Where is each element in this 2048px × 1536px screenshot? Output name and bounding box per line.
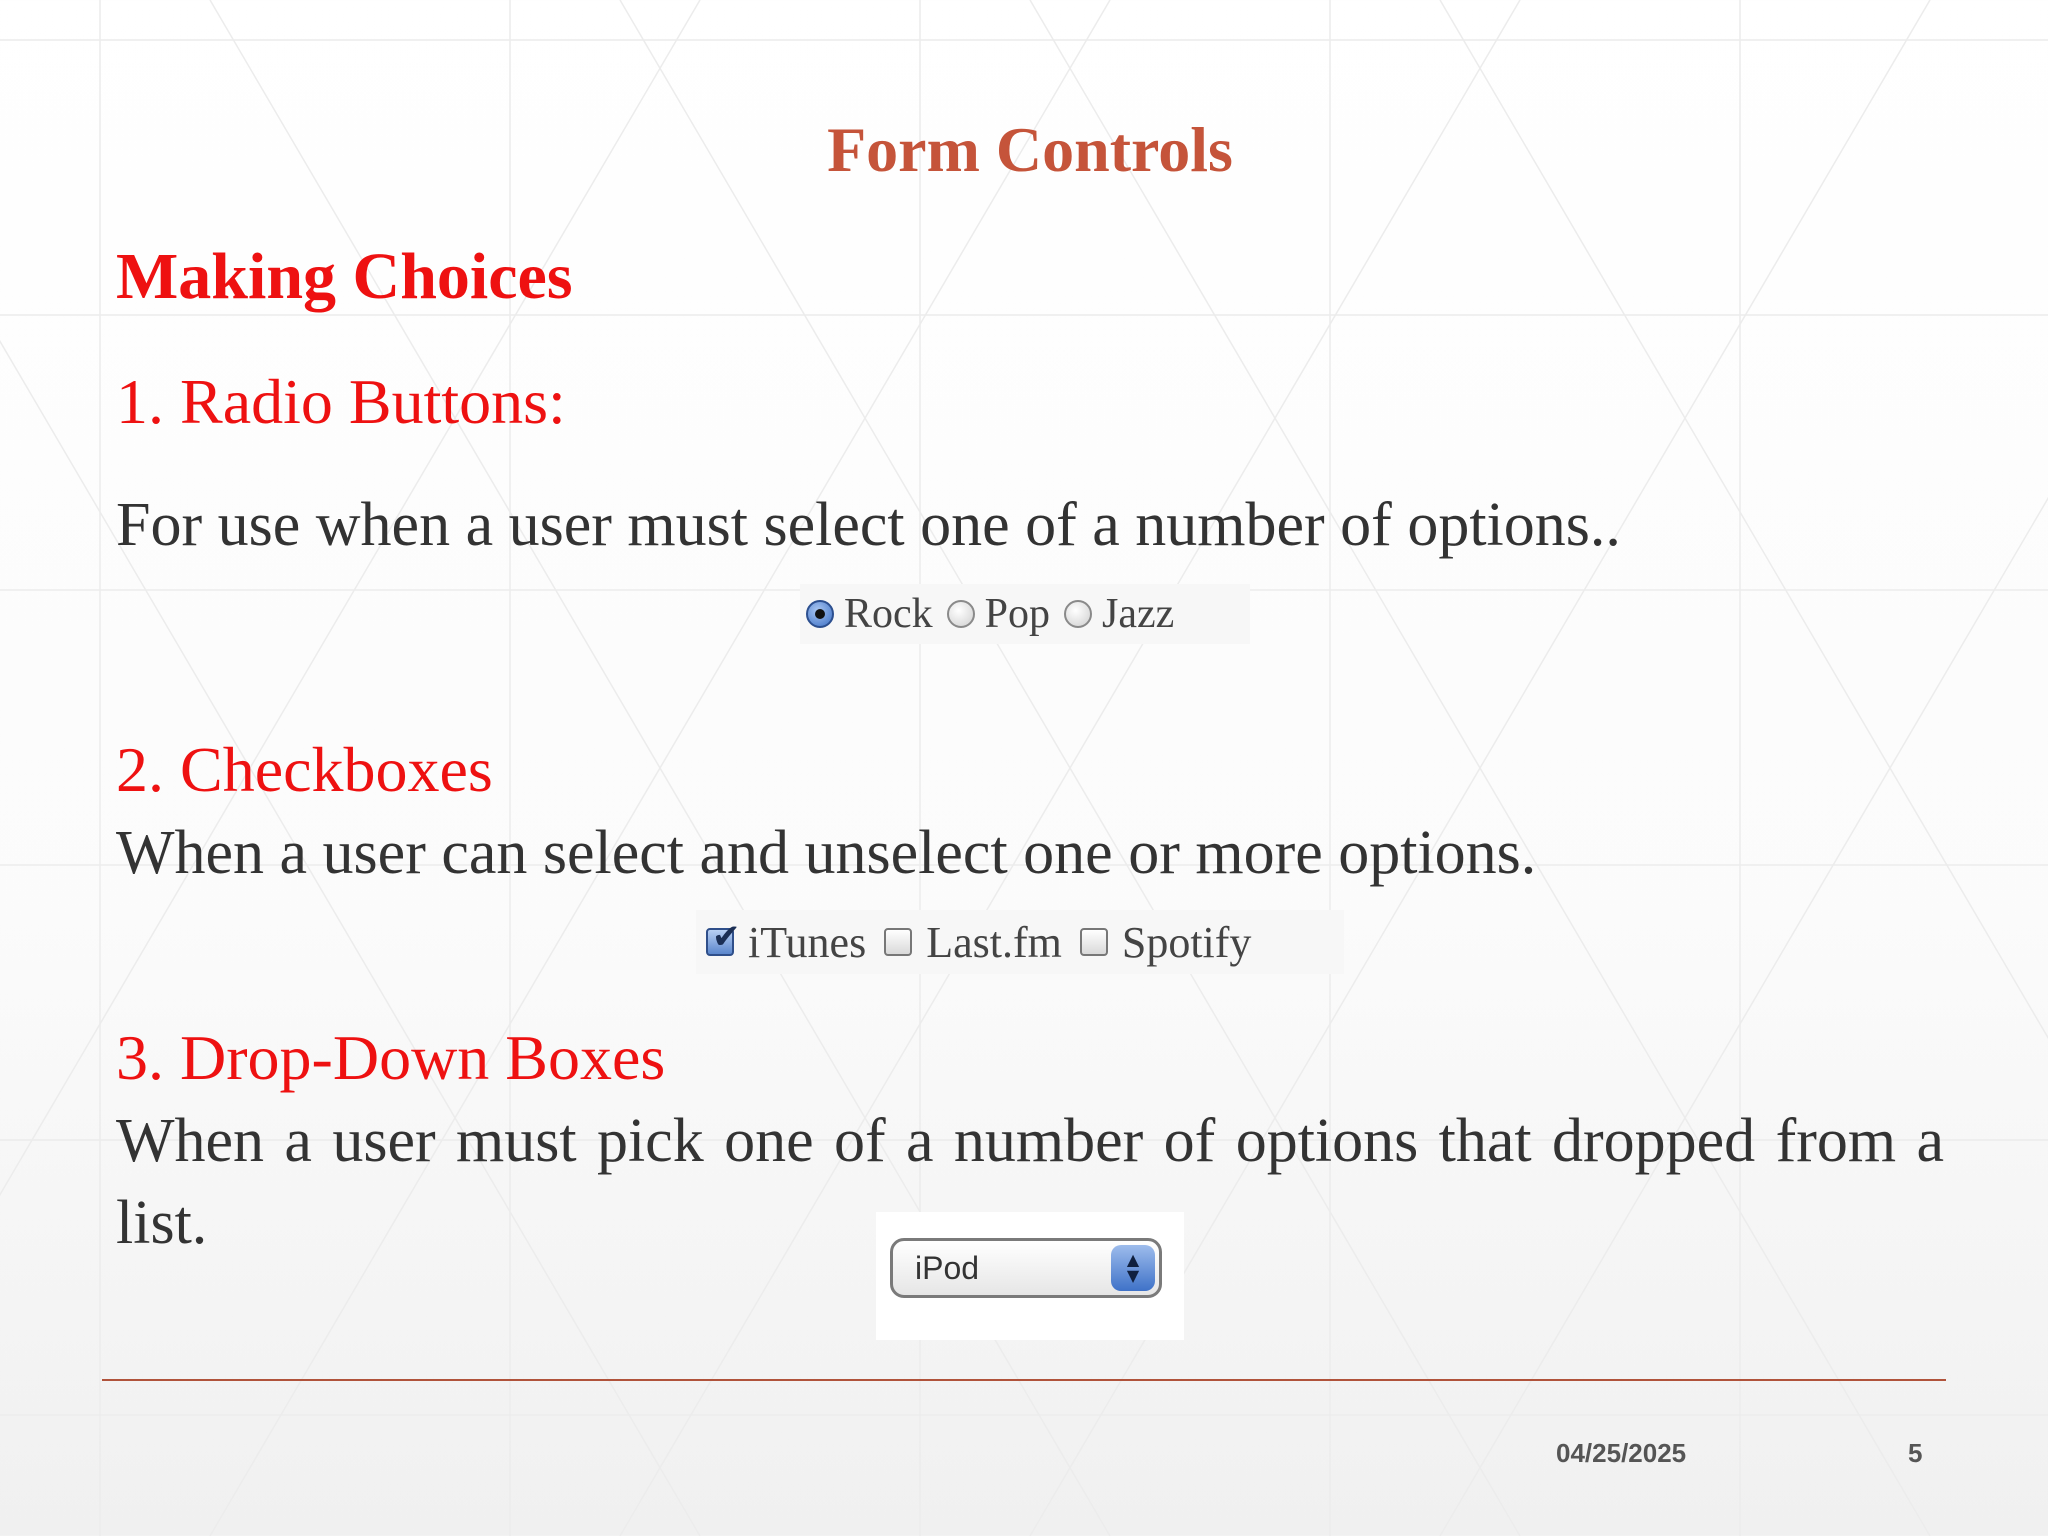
radio-buttons-label: 1. Radio Buttons: (116, 366, 566, 437)
radio-pop-label: Pop (984, 591, 1051, 637)
checkboxes-description: When a user can select and unselect one or more options. (116, 819, 1537, 887)
checkbox-itunes-label: iTunes (748, 917, 867, 967)
slide-title: Form Controls (827, 114, 1233, 185)
dropdown-boxes-label: 3. Drop-Down Boxes (116, 1022, 666, 1093)
checkbox-lastfm-label: Last.fm (926, 917, 1062, 967)
radio-rock[interactable] (806, 600, 834, 628)
up-down-arrows-icon: ▲ ▼ (1111, 1245, 1155, 1291)
radio-jazz-label: Jazz (1102, 591, 1175, 637)
checkbox-lastfm[interactable] (884, 928, 912, 956)
radio-pop[interactable] (947, 600, 975, 628)
dropdown-example (876, 1212, 1184, 1340)
checkbox-group-example (696, 910, 1344, 974)
dropdown-value: iPod (915, 1249, 980, 1286)
radio-group-example (800, 584, 1250, 644)
dropdown-select[interactable] (890, 1238, 1162, 1298)
radio-rock-label: Rock (844, 591, 933, 637)
checkboxes-label: 2. Checkboxes (116, 734, 493, 805)
checkbox-spotify-label: Spotify (1121, 917, 1252, 967)
radio-jazz[interactable] (1064, 600, 1092, 628)
checkbox-itunes[interactable] (706, 917, 741, 957)
checkmark-icon: ✔ (712, 917, 741, 957)
dropdown-boxes-description: When a user must pick one of a number of options that dropped from a list. (116, 1107, 1944, 1257)
checkbox-spotify[interactable] (1080, 928, 1108, 956)
radio-buttons-description: For use when a user must select one of a number of options.. (116, 491, 1621, 559)
page-number: 5 (1908, 1438, 1923, 1468)
section-heading: Making Choices (116, 240, 573, 313)
footer-divider (102, 1379, 1946, 1381)
footer-date: 04/25/2025 (1556, 1438, 1687, 1468)
